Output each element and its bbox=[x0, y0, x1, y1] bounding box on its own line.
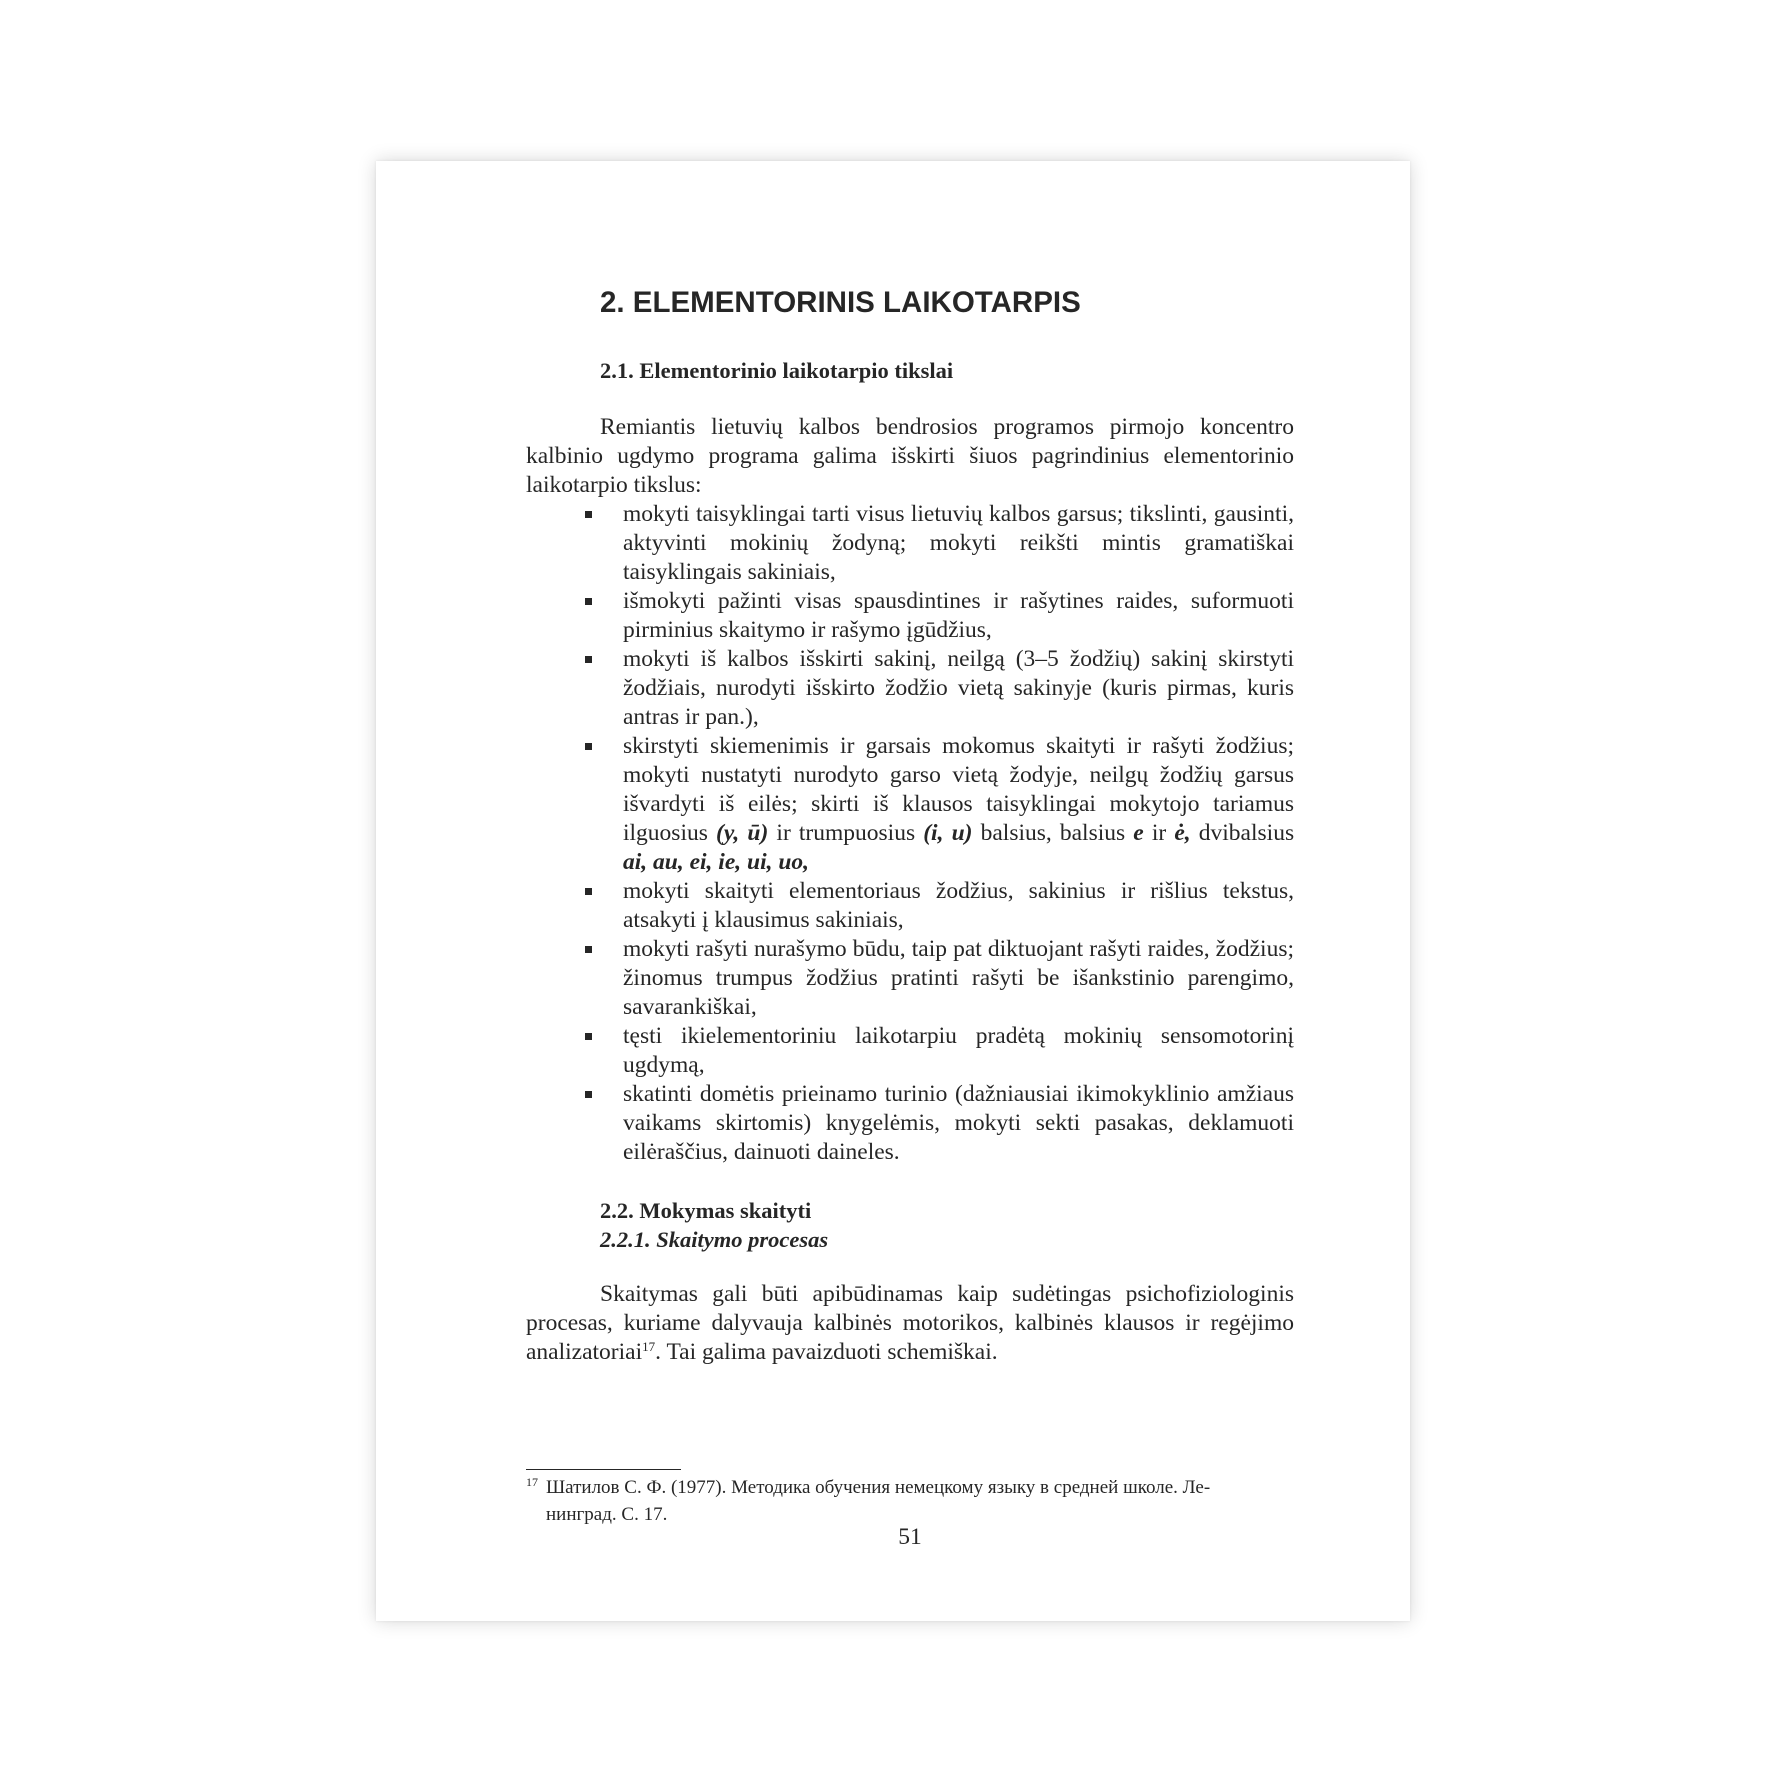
reading-paragraph-text: Skaitymas gali būti apibūdinamas kaip sudėtingas psichofiziologinis procesas, kuriame dalyvauja kalbinės motorikos, kalbinės klausos ir regėjimo analizatoriai bbox=[526, 1281, 1294, 1365]
reading-paragraph-end: . Tai galima pavaizduoti schemiškai. bbox=[655, 1339, 998, 1365]
subsection-heading-2-2-1: 2.2.1. Skaitymo procesas bbox=[600, 1227, 829, 1252]
list-item-text: skatinti domėtis prieinamo turinio (dažniausiai ikimokyklinio amžiaus vaikams skirtomis) knygelėmis, mokyti sekti pasakas, deklamuoti eilėraščius, dainuoti daineles. bbox=[623, 1081, 1294, 1165]
page-number: 51 bbox=[898, 1524, 922, 1550]
footnote-text-continued: нинград. С. 17. bbox=[546, 1504, 668, 1525]
list-item-text: mokyti taisyklingai tarti visus lietuvių kalbos garsus; tikslinti, gausinti, aktyvinti mokinių žodyną; mokyti reikšti mintis gramatiškai taisyklingais sakiniais, bbox=[623, 501, 1294, 585]
goals-list bbox=[526, 500, 1294, 1167]
bullet-square-icon bbox=[585, 656, 592, 663]
list-item-text: skirstyti skiemenimis ir garsais mokomus skaityti ir rašyti žodžius; mokyti nustatyti nurodyto garso vietą žodyje, neilgų žodžių garsus išvardyti iš eilės; skirti iš klausos taisyklingai mokytojo tariamus ilguosius bbox=[623, 733, 1294, 846]
list-item-text: balsius, balsius bbox=[980, 820, 1126, 846]
footnote-divider bbox=[526, 1469, 681, 1470]
list-item-text: tęsti ikielementoriniu laikotarpiu pradėtą mokinių sensomotorinį ugdymą, bbox=[623, 1023, 1294, 1078]
list-item-text: ir trumpuosius bbox=[776, 820, 916, 846]
list-item-text: dvibalsius bbox=[1198, 820, 1295, 846]
bullet-square-icon bbox=[585, 946, 592, 953]
short-vowels: (i, u) bbox=[923, 820, 973, 846]
list-item bbox=[526, 732, 1294, 877]
list-item bbox=[526, 500, 1294, 587]
book-page bbox=[376, 161, 1410, 1621]
list-item bbox=[526, 587, 1294, 645]
bullet-square-icon bbox=[585, 1091, 592, 1098]
footnote: 17 Шатилов С. Ф. (1977). Методика обучения немецкому языку в средней школе. Ле- нинград. С. 17. bbox=[526, 1474, 1294, 1528]
bullet-square-icon bbox=[585, 1033, 592, 1040]
list-item bbox=[526, 1022, 1294, 1080]
list-item bbox=[526, 877, 1294, 935]
chapter-title: 2. ELEMENTORINIS LAIKOTARPIS bbox=[600, 286, 1081, 319]
long-vowels: (y, ū) bbox=[716, 820, 769, 846]
list-item-text: ir bbox=[1151, 820, 1167, 846]
list-item bbox=[526, 935, 1294, 1022]
bullet-square-icon bbox=[585, 743, 592, 750]
list-item-text: mokyti rašyti nurašymo būdu, taip pat diktuojant rašyti raides, žodžius; žinomus trumpus žodžius pratinti rašyti be išankstinio parengimo, savarankiškai, bbox=[623, 936, 1294, 1020]
section-heading-2-2: 2.2. Mokymas skaityti bbox=[600, 1198, 812, 1223]
footnote-text: Шатилов С. Ф. (1977). Методика обучения немецкому языку в средней школе. Ле- bbox=[546, 1477, 1211, 1498]
list-item bbox=[526, 1080, 1294, 1167]
list-item bbox=[526, 645, 1294, 732]
bullet-square-icon bbox=[585, 888, 592, 895]
vowel-e: e bbox=[1133, 820, 1144, 846]
footnote-reference: 17 bbox=[642, 1339, 656, 1354]
bullet-square-icon bbox=[585, 511, 592, 518]
list-item-text: išmokyti pažinti visas spausdintines ir rašytines raides, suformuoti pirminius skaitymo ir rašymo įgūdžius, bbox=[623, 588, 1294, 643]
list-item-text: mokyti iš kalbos išskirti sakinį, neilgą (3–5 žodžių) sakinį skirstyti žodžiais, nurodyti išskirto žodžio vietą sakinyje (kuris pirmas, kuris antras ir pan.), bbox=[623, 646, 1294, 730]
list-item-text: mokyti skaityti elementoriaus žodžius, sakinius ir rišlius tekstus, atsakyti į klausimus sakiniais, bbox=[623, 878, 1294, 933]
bullet-square-icon bbox=[585, 598, 592, 605]
diphthongs: ai, au, ei, ie, ui, uo, bbox=[623, 849, 810, 875]
vowel-e-dot: ė, bbox=[1174, 820, 1191, 846]
intro-paragraph: Remiantis lietuvių kalbos bendrosios programos pirmojo koncentro kalbinio ugdymo programa galima išskirti šiuos pagrindinius elementorinio laikotarpio tikslus: bbox=[526, 414, 1294, 498]
section-heading-2-1: 2.1. Elementorinio laikotarpio tikslai bbox=[600, 358, 954, 383]
reading-paragraph bbox=[526, 1280, 1294, 1367]
